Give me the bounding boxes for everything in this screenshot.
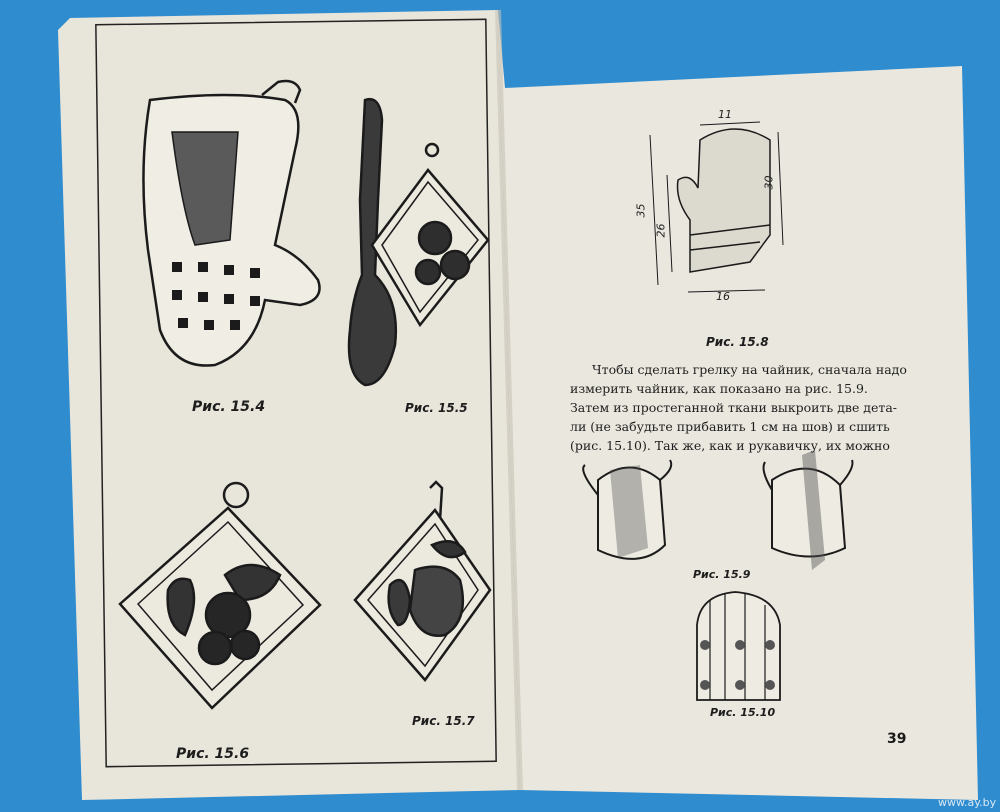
paragraph-line: ли (не забудьте прибавить 1 см на шов) и сшить bbox=[570, 419, 890, 434]
caption-fig-15-9: Рис. 15.9 bbox=[693, 568, 751, 581]
body-paragraph bbox=[570, 360, 910, 455]
caption-fig-15-10: Рис. 15.10 bbox=[710, 706, 776, 719]
watermark: www.ay.by bbox=[938, 796, 997, 809]
caption-fig-15-5: Рис. 15.5 bbox=[405, 401, 468, 415]
caption-fig-15-4: Рис. 15.4 bbox=[192, 399, 266, 415]
paragraph-line: измерить чайник, как показано на рис. 15.9. bbox=[570, 381, 868, 396]
dimension-label: 11 bbox=[718, 108, 732, 121]
paragraph-line: Чтобы сделать грелку на чайник, сначала надо bbox=[592, 362, 907, 377]
tea-cozy-illustration bbox=[697, 592, 780, 700]
dimension-label: 16 bbox=[716, 290, 730, 303]
dimension-label: 30 bbox=[762, 175, 776, 190]
paragraph-line: Затем из простеганной ткани выкроить две дета- bbox=[570, 400, 897, 415]
caption-fig-15-6: Рис. 15.6 bbox=[176, 746, 250, 762]
page-number: 39 bbox=[887, 731, 907, 747]
caption-fig-15-8: Рис. 15.8 bbox=[706, 335, 769, 349]
dimension-label: 35 bbox=[634, 203, 648, 218]
paragraph-line: (рис. 15.10). Так же, как и рукавичку, их можно bbox=[570, 438, 890, 453]
caption-fig-15-7: Рис. 15.7 bbox=[412, 714, 475, 728]
dimension-label: 26 bbox=[654, 223, 668, 238]
